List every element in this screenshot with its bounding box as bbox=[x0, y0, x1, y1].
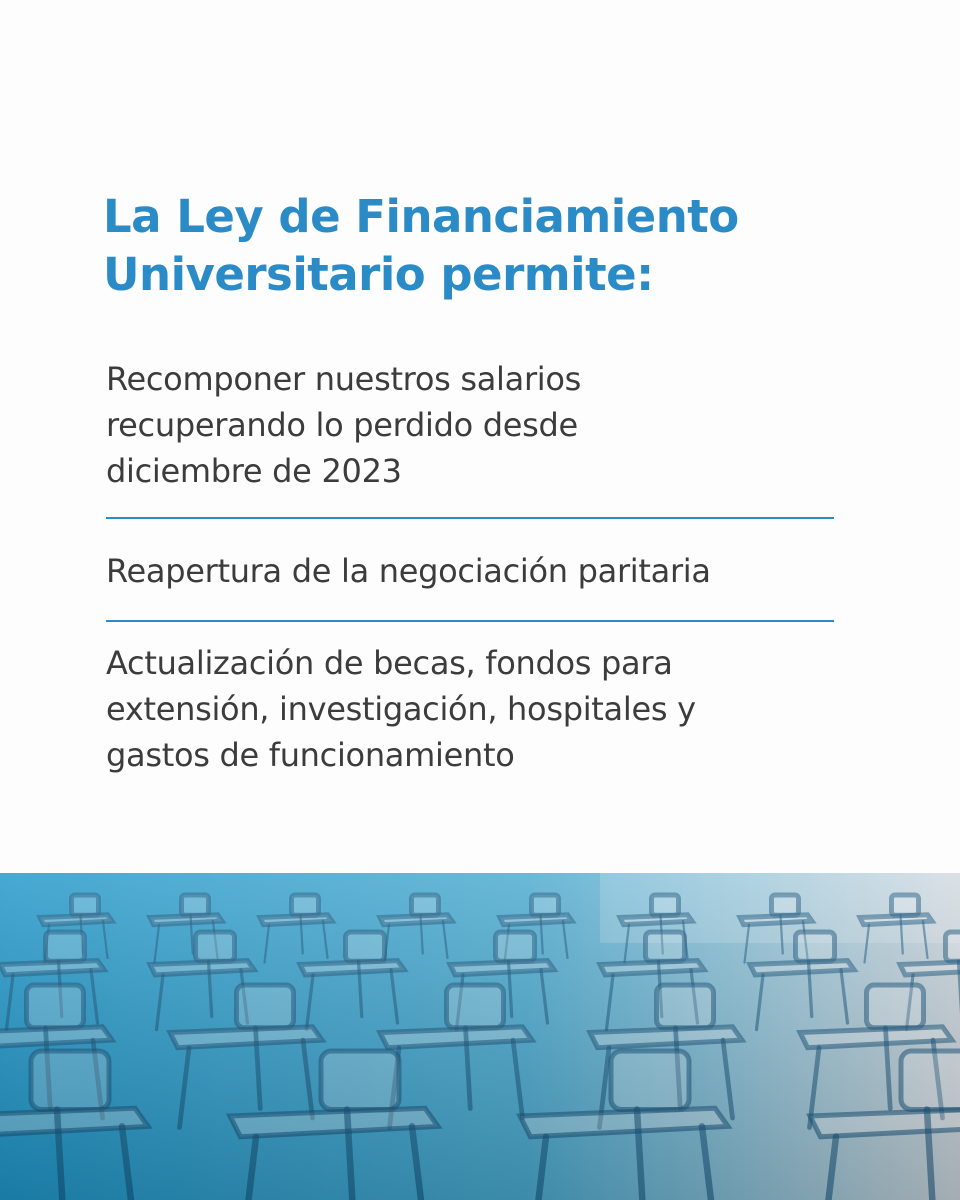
headline-line-2: Universitario permite: bbox=[103, 248, 654, 301]
classroom-chairs-illustration bbox=[0, 873, 960, 1200]
divider bbox=[106, 517, 834, 519]
headline bbox=[103, 188, 883, 304]
benefit-becas-line-3: gastos de funcionamiento bbox=[106, 736, 515, 774]
benefit-becas-line-2: extensión, investigación, hospitales y bbox=[106, 690, 696, 728]
divider bbox=[106, 620, 834, 622]
benefit-becas bbox=[106, 640, 846, 778]
benefit-salaries-line-3: diciembre de 2023 bbox=[106, 452, 402, 490]
benefit-salaries bbox=[106, 356, 846, 494]
benefit-paritaria bbox=[106, 548, 846, 594]
benefit-paritaria-line-1: Reapertura de la negociación paritaria bbox=[106, 552, 711, 590]
benefit-salaries-line-2: recuperando lo perdido desde bbox=[106, 406, 578, 444]
classroom-photo bbox=[0, 873, 960, 1200]
headline-line-1: La Ley de Financiamiento bbox=[103, 190, 739, 243]
benefit-becas-line-1: Actualización de becas, fondos para bbox=[106, 644, 673, 682]
benefit-salaries-line-1: Recomponer nuestros salarios bbox=[106, 360, 582, 398]
